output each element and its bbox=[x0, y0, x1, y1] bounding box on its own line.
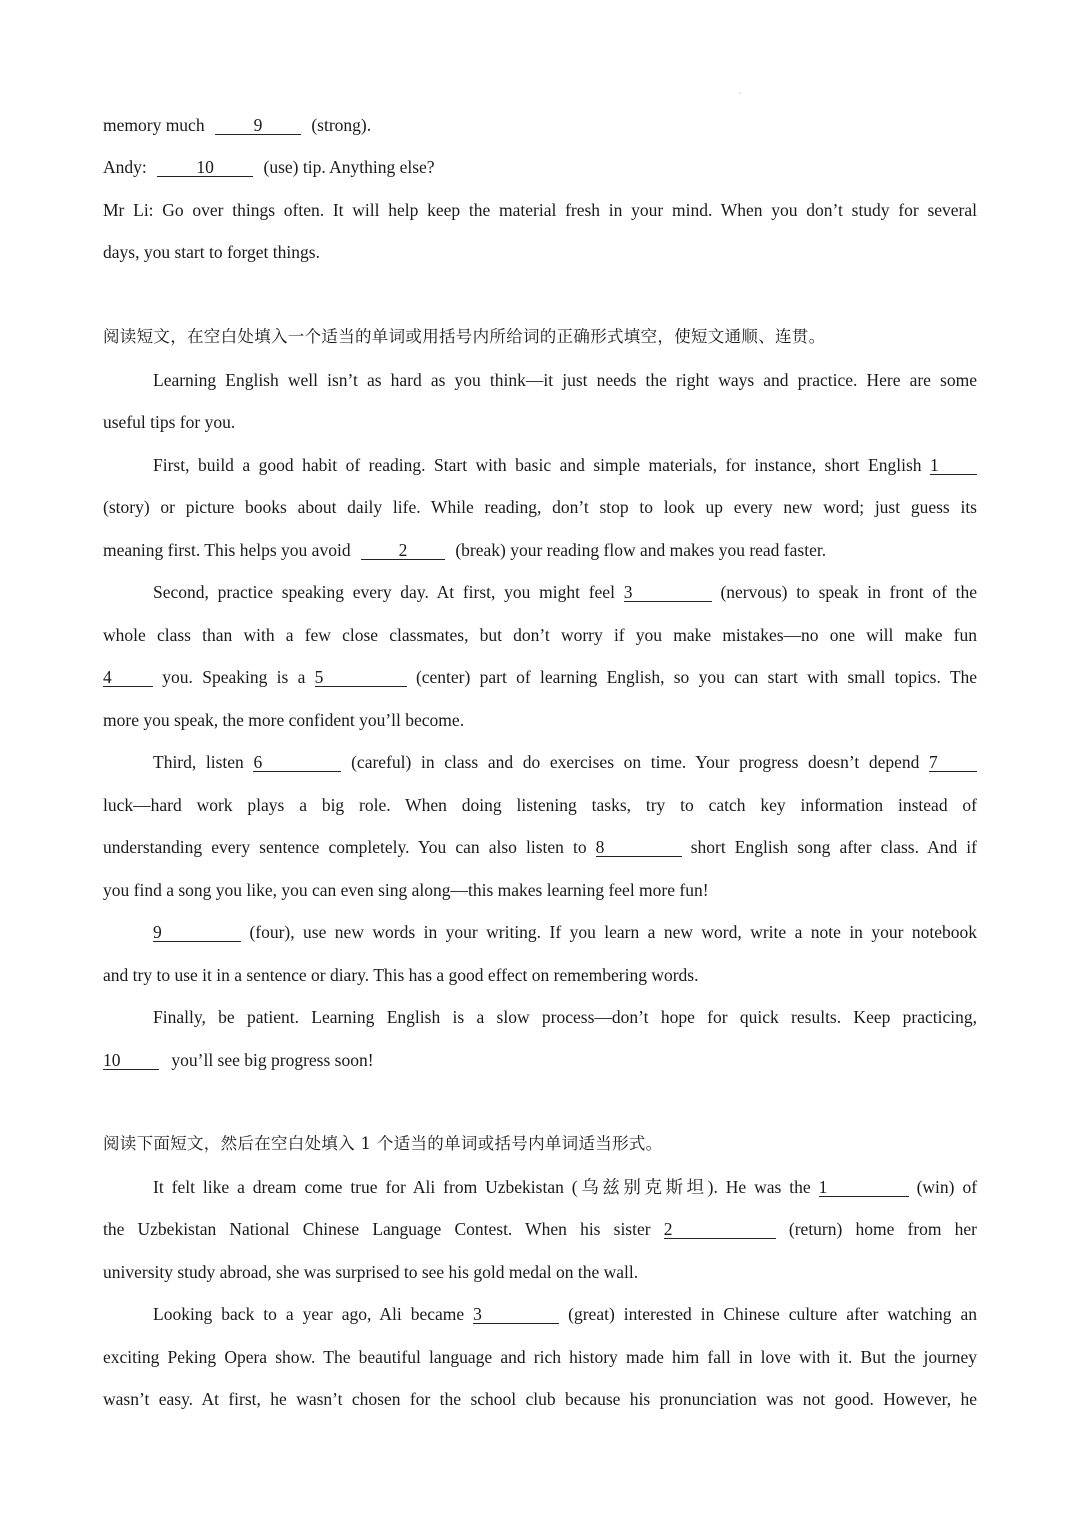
text: Second, practice speaking every day. At first, you might feel bbox=[153, 582, 615, 602]
text: the Uzbekistan National Chinese Language Contest. When his sister bbox=[103, 1219, 651, 1239]
s3-p1-line-1 bbox=[153, 1176, 977, 1198]
s2-p4-line-1 bbox=[153, 751, 977, 773]
text: (use) tip. Anything else? bbox=[263, 157, 435, 177]
blank-s3-3[interactable]: 3 bbox=[473, 1305, 559, 1324]
blank-s3-1[interactable]: 1 bbox=[819, 1178, 909, 1197]
s3-p1-line-3: university study abroad, she was surprised to see his gold medal on the wall. bbox=[103, 1262, 639, 1282]
s2-p2-line-3 bbox=[103, 539, 977, 561]
s2-p1-line-1: Learning English well isn’t as hard as you think—it just needs the right ways and practice. Here are some bbox=[153, 370, 977, 390]
s2-p4-line-4: you find a song you like, you can even sing along—this makes learning feel more fun! bbox=[103, 880, 709, 900]
s2-p1-line-2: useful tips for you. bbox=[103, 412, 236, 432]
s2-p3-line-1 bbox=[153, 581, 977, 603]
blank-4[interactable]: 4 bbox=[103, 668, 153, 687]
text: (careful) in class and do exercises on time. Your progress doesn’t depend bbox=[351, 752, 920, 772]
s3-p2-line-3: wasn’t easy. At first, he wasn’t chosen for the school club because his pronunciation was not good. However, he bbox=[103, 1389, 977, 1409]
blank-9b[interactable]: 9 bbox=[153, 923, 241, 942]
s2-p4-line-2: luck—hard work plays a big role. When doing listening tasks, try to catch key information instead of bbox=[103, 795, 977, 815]
s3-p2-line-2: exciting Peking Opera show. The beautiful language and rich history made him fall in love with it. But the journey bbox=[103, 1347, 977, 1367]
s2-p3-line-4: more you speak, the more confident you’ll become. bbox=[103, 710, 465, 730]
blank-6[interactable]: 6 bbox=[253, 753, 341, 772]
text: memory much bbox=[103, 115, 205, 135]
speaker-andy: Andy: bbox=[103, 157, 147, 177]
text: you. Speaking is a bbox=[162, 667, 306, 687]
text: (great) interested in Chinese culture after watching an bbox=[568, 1304, 977, 1324]
dialogue-line-3: Mr Li: Go over things often. It will help keep the material fresh in your mind. When you don’t study for several bbox=[103, 200, 977, 220]
s2-p4-line-3 bbox=[103, 836, 977, 858]
text: (win) of bbox=[916, 1177, 978, 1197]
text: you’ll see big progress soon! bbox=[171, 1050, 374, 1070]
text: (break) your reading flow and makes you read faster. bbox=[455, 540, 827, 560]
blank-5[interactable]: 5 bbox=[315, 668, 407, 687]
text: Looking back to a year ago, Ali became bbox=[153, 1304, 465, 1324]
blank-10[interactable]: 10 bbox=[157, 158, 253, 177]
text: short English song after class. And if bbox=[690, 837, 977, 857]
dialogue-line-1 bbox=[103, 114, 977, 136]
blank-1[interactable]: 1 bbox=[930, 456, 977, 475]
s2-p5-line-2: and try to use it in a sentence or diary. This has a good effect on remembering words. bbox=[103, 965, 699, 985]
blank-s3-2[interactable]: 2 bbox=[664, 1220, 776, 1239]
blank-7[interactable]: 7 bbox=[929, 753, 977, 772]
text: Third, listen bbox=[153, 752, 244, 772]
blank-2[interactable]: 2 bbox=[361, 541, 445, 560]
text: (return) home from her bbox=[788, 1219, 978, 1239]
section2-instruction: 阅读短文，在空白处填入一个适当的单词或用括号内所给词的正确形式填空，使短文通顺、连贯。 bbox=[103, 327, 826, 346]
blank-9[interactable]: 9 bbox=[215, 116, 301, 135]
s2-p3-line-3 bbox=[103, 666, 977, 688]
s2-p6-line-1: Finally, be patient. Learning English is a slow process—don’t hope for quick results. Keep practicing, bbox=[153, 1007, 977, 1027]
text: (strong). bbox=[311, 115, 372, 135]
blank-3[interactable]: 3 bbox=[624, 583, 712, 602]
s3-p2-line-1 bbox=[153, 1303, 977, 1325]
s2-p6-line-2 bbox=[103, 1049, 977, 1071]
dialogue-line-2 bbox=[103, 156, 977, 178]
dialogue-line-4: days, you start to forget things. bbox=[103, 242, 320, 262]
s2-p2-line-2: (story) or picture books about daily life. While reading, don’t stop to look up every new word; just guess its bbox=[103, 497, 977, 517]
text: understanding every sentence completely. You can also listen to bbox=[103, 837, 587, 857]
s2-p2-line-1 bbox=[153, 454, 977, 476]
s3-p1-line-2 bbox=[103, 1218, 977, 1240]
scan-speck bbox=[739, 92, 741, 94]
s2-p3-line-2: whole class than with a few close classmates, but don’t worry if you make mistakes—no one will make fun bbox=[103, 625, 977, 645]
section3-instruction: 阅读下面短文，然后在空白处填入 1 个适当的单词或括号内单词适当形式。 bbox=[103, 1134, 663, 1153]
blank-8[interactable]: 8 bbox=[596, 838, 682, 857]
text: (nervous) to speak in front of the bbox=[720, 582, 978, 602]
text: (four), use new words in your writing. If you learn a new word, write a note in your notebook bbox=[249, 922, 977, 942]
s2-p5-line-1 bbox=[153, 921, 977, 943]
text: meaning first. This helps you avoid bbox=[103, 540, 351, 560]
blank-10b[interactable]: 10 bbox=[103, 1051, 159, 1070]
text: First, build a good habit of reading. Start with basic and simple materials, for instance, short English bbox=[153, 455, 922, 475]
text: (center) part of learning English, so you can start with small topics. The bbox=[415, 667, 978, 687]
text: It felt like a dream come true for Ali from Uzbekistan (乌兹别克斯坦). He was the bbox=[153, 1177, 811, 1197]
